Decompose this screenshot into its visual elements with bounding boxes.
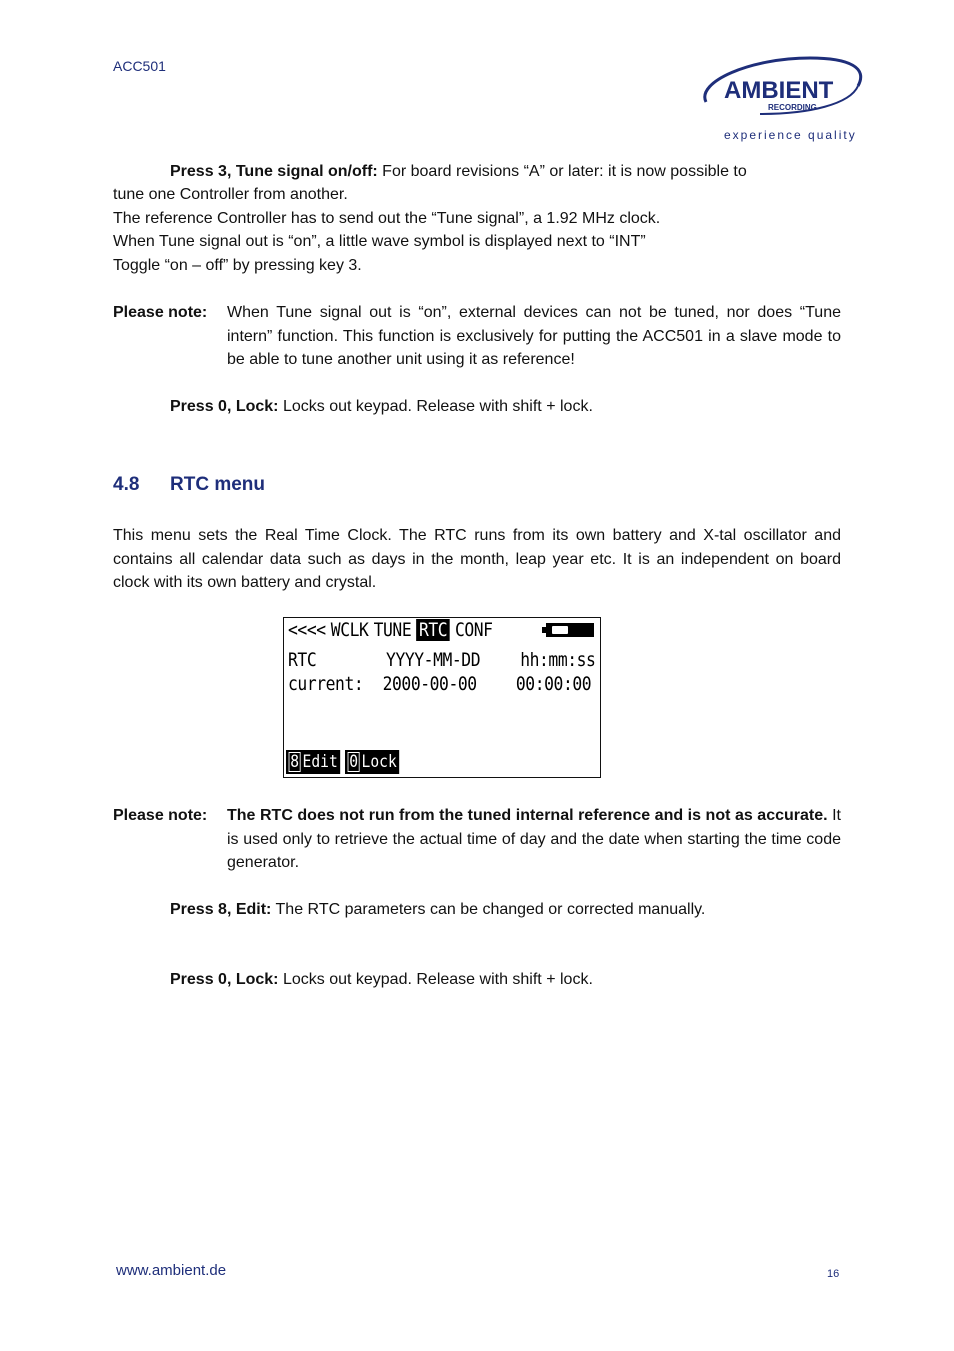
note-2-bold: The RTC does not run from the tuned internal reference and is not as accurate. [227, 807, 828, 824]
tune-line-5: Toggle “on – off” by pressing key 3. [113, 257, 362, 274]
svg-text:AMBIENT: AMBIENT [724, 77, 834, 104]
lcd-tab-wclk: WCLK [330, 619, 369, 641]
lock-text: Locks out keypad. Release with shift + lock. [278, 398, 593, 415]
section-number: 4.8 [113, 474, 140, 495]
lcd-lock-key-number: 0 [349, 752, 359, 772]
lcd-tab-rtc: RTC [416, 619, 449, 641]
ambient-logo-mark [690, 52, 870, 148]
lcd-tab-back: <<<< [288, 619, 326, 641]
tune-line-1 [170, 160, 841, 184]
lcd-menu-bar [288, 619, 498, 641]
lock-2-lead: Press 0, Lock: [170, 971, 279, 988]
note-2-rest: It is used only to retrieve the actual time of day and the date when starting the time code generator. [227, 807, 841, 871]
lcd-edit-key-label: Edit [302, 752, 338, 772]
lcd-format-date: YYYY-MM-DD [386, 649, 481, 671]
lcd-current-row [288, 673, 592, 695]
footer-url[interactable]: www.ambient.de [116, 1262, 227, 1279]
lcd-format-row [288, 649, 596, 671]
tune-lead: Press 3, Tune signal on/off: [170, 163, 378, 180]
tune-line-2: tune one Controller from another. [113, 186, 348, 203]
note-text: When Tune signal out is “on”, external devices can not be tuned, nor does “Tune intern” function. This function is exclusively for putting the ACC501 in a slave mode to be able to tune another unit using it as reference! [227, 304, 841, 368]
document-id: ACC501 [113, 58, 166, 74]
lcd-tab-tune: TUNE [373, 619, 412, 641]
edit-lead: Press 8, Edit: [170, 901, 272, 918]
section-title: RTC menu [170, 474, 265, 495]
lock-instruction-2 [170, 968, 593, 992]
lock-lead: Press 0, Lock: [170, 398, 279, 415]
lcd-lock-key-label: Lock [361, 752, 397, 772]
edit-text: The RTC parameters can be changed or corrected manually. [271, 901, 706, 918]
rtc-intro: This menu sets the Real Time Clock. The RTC runs from its own battery and X-tal oscillator and contains all calendar data such as days in the month, leap year etc. It is an independent on board clock with its own battery and crystal. [113, 527, 841, 591]
note-2-label: Please note: [113, 807, 208, 824]
note-label: Please note: [113, 304, 208, 321]
tune-line-1-text: For board revisions “A” or later: it is now possible to [377, 163, 747, 180]
lcd-current-label: current: [288, 673, 364, 695]
svg-text:experience quality: experience quality [724, 128, 857, 142]
lcd-edit-key [286, 750, 340, 774]
tune-line-3: The reference Controller has to send out the “Tune signal”, a 1.92 MHz clock. [113, 210, 661, 227]
lcd-edit-key-number: 8 [290, 752, 300, 772]
svg-text:RECORDING: RECORDING [768, 103, 817, 112]
lock-instruction [170, 395, 593, 419]
lcd-format-label: RTC [288, 649, 317, 671]
ambient-logo [690, 52, 870, 148]
lcd-current-time: 00:00:00 [515, 673, 592, 695]
lcd-current-date: 2000-00-00 [382, 673, 477, 695]
lcd-tab-conf: CONF [454, 619, 493, 641]
battery-icon [546, 623, 594, 637]
tune-line-4: When Tune signal out is “on”, a little wave symbol is displayed next to “INT” [113, 233, 646, 250]
lcd-format-time: hh:mm:ss [520, 649, 596, 671]
lock-2-text: Locks out keypad. Release with shift + lock. [278, 971, 593, 988]
lcd-lock-key [345, 750, 399, 774]
lcd-screen [283, 617, 601, 778]
edit-instruction [170, 898, 705, 922]
note-2-text [227, 804, 841, 875]
page-number: 16 [827, 1268, 840, 1280]
